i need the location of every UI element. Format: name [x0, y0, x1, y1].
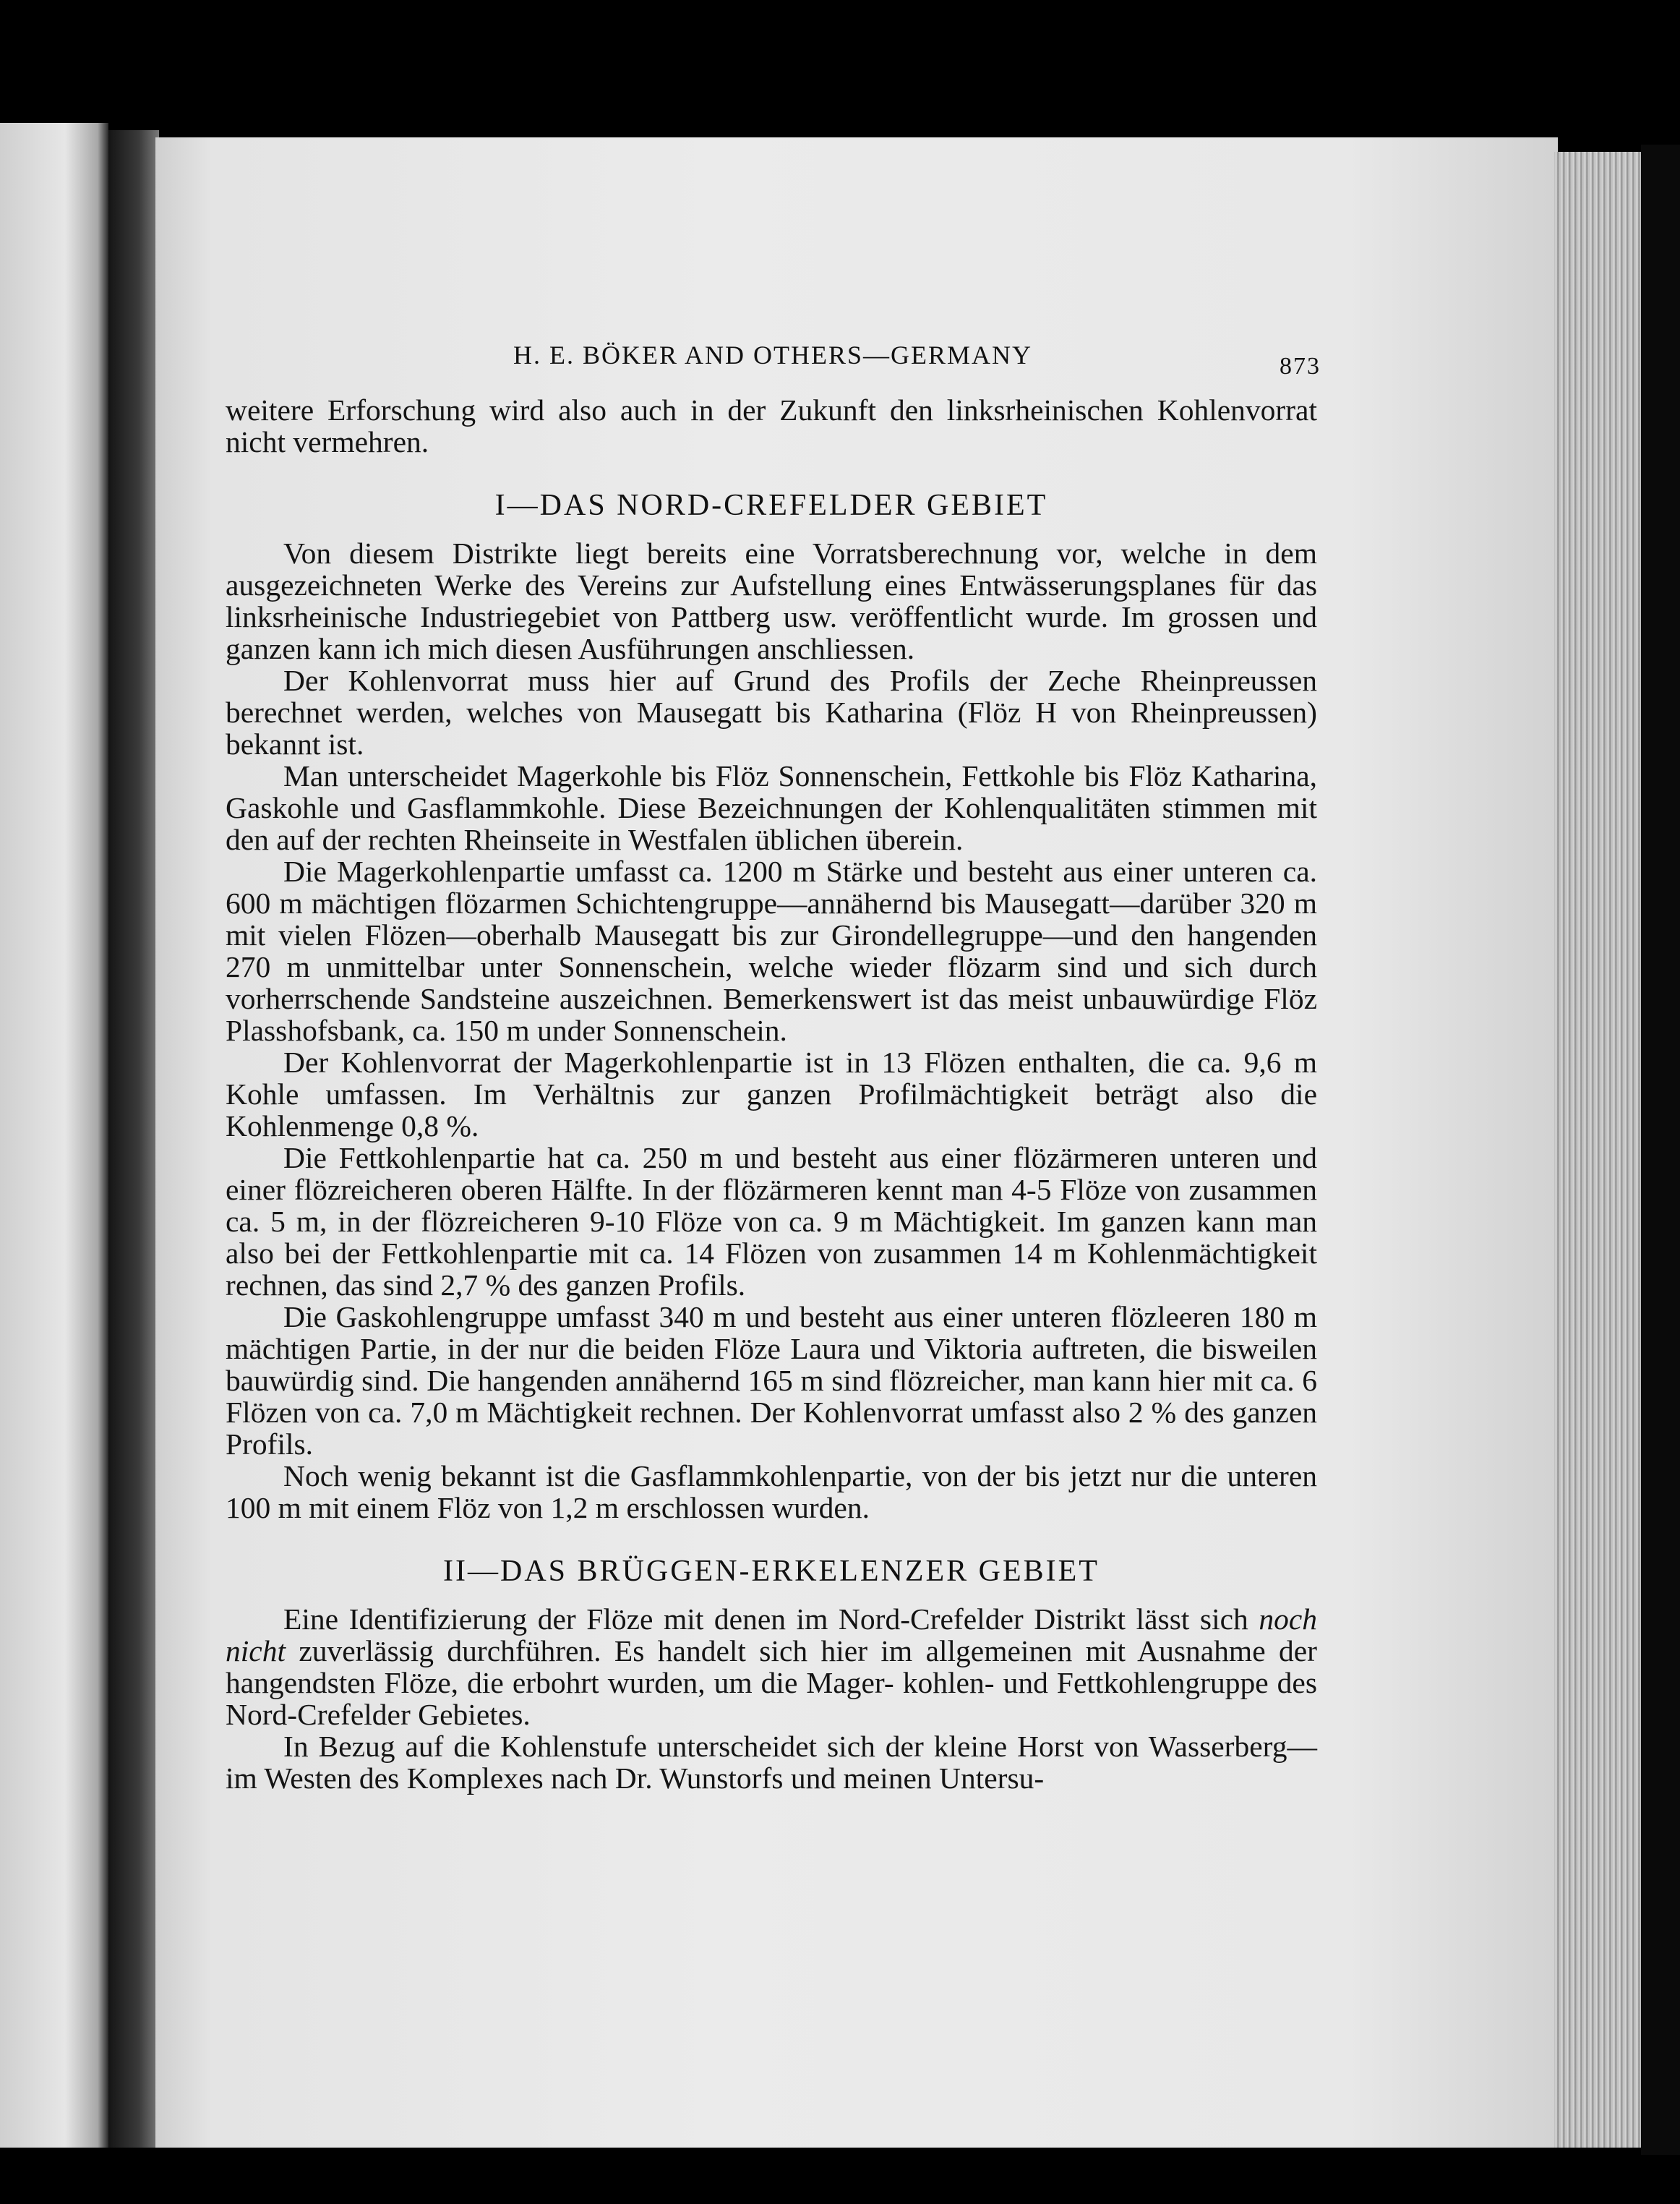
paragraph: Von diesem Distrikte liegt bereits eine Vorratsberechnung vor, welche in dem ausgezeichneten Werke des Vereins zur Aufstellung eines Entwässerungsplanes für das linksrheinische Industriegebiet von Pattberg usw. veröffentlicht wurde. Im grossen und ganzen kann ich mich diesen Ausführungen anschliessen.: [226, 537, 1317, 665]
paragraph-continuation: weitere Erforschung wird also auch in der Zukunft den linksrheinischen Kohlenvorrat nicht vermehren.: [226, 393, 1317, 458]
paragraph: Der Kohlenvorrat der Magerkohlenpartie ist in 13 Flözen enthalten, die ca. 9,6 m Kohle umfassen. Im Verhältnis zur ganzen Profilmächtigkeit beträgt also die Kohlenmenge 0,8 %.: [226, 1046, 1317, 1142]
page-body: [226, 394, 1317, 1794]
section-heading-1: I—DAS NORD-CREFELDER GEBIET: [494, 489, 1048, 522]
italic-text: noch nicht: [226, 1602, 1317, 1667]
paragraph: Noch wenig bekannt ist die Gasflammkohlenpartie, von der bis jetzt nur die unteren 100 m mit einem Flöz von 1,2 m erschlossen wurden.: [226, 1459, 1317, 1524]
paragraph: Die Fettkohlenpartie hat ca. 250 m und besteht aus einer flözärmeren unteren und einer flözreicheren oberen Hälfte. In der flözärmeren kennt man 4-5 Flöze von zusammen ca. 5 m, in der flözreicheren 9-10 Flöze von ca. 9 m Mächtigkeit. Im ganzen kann man also bei der Fettkohlenpartie mit ca. 14 Flözen von zusammen 14 m Kohlenmächtigkeit rechnen, das sind 2,7 % des ganzen Profils.: [226, 1141, 1317, 1302]
page-number: 873: [1280, 353, 1321, 380]
page-fore-edge: [1554, 152, 1641, 2148]
section-heading-2: II—DAS BRÜGGEN-ERKELENZER GEBIET: [443, 1555, 1100, 1588]
running-head: H. E. BÖKER AND OTHERS—GERMANY: [513, 341, 1033, 370]
text-run: zuverlässig durchführen. Es handelt sich hier im allgemeinen mit Ausnahme der hangendsten Flöze, die erbohrt wurden, um die Mager- kohlen- und Fettkohlengruppe des Nord-Crefelder Gebietes.: [226, 1634, 1317, 1731]
paragraph: Die Gaskohlengruppe umfasst 340 m und besteht aus einer unteren flözleeren 180 m mächtigen Partie, in der nur die beiden Flöze Laura und Viktoria auftreten, die bisweilen bauwürdig sind. Die hangenden annähernd 165 m sind flözreicher, man kann hier mit ca. 6 Flözen von ca. 7,0 m Mächtigkeit rechnen. Der Kohlenvorrat umfasst also 2 % des ganzen Profils.: [226, 1300, 1317, 1461]
book-gutter: [108, 130, 159, 2148]
paragraph: Die Magerkohlenpartie umfasst ca. 1200 m Stärke und besteht aus einer unteren ca. 600 m mächtigen flözarmen Schichtengruppe—annähernd bis Mausegatt—darüber 320 m mit vielen Flözen—oberhalb Mausegatt bis zur Girondellegruppe—und den hangenden 270 m unmittelbar unter Sonnenschein, welche wieder flözarm sind und sich durch vorherrschende Sandsteine auszeichnen. Bemerkenswert ist das meist unbauwürdige Flöz Plasshofsbank, ca. 150 m under Sonnenschein.: [226, 855, 1317, 1047]
paragraph: Der Kohlenvorrat muss hier auf Grund des Profils der Zeche Rheinpreussen berechnet werden, welches von Mausegatt bis Katharina (Flöz H von Rheinpreussen) bekannt ist.: [226, 664, 1317, 761]
paragraph: Man unterscheidet Magerkohle bis Flöz Sonnenschein, Fettkohle bis Flöz Katharina, Gaskohle und Gasflammkohle. Diese Bezeichnungen der Kohlenqualitäten stimmen mit den auf der rechten Rheinseite in Westfalen üblichen überein.: [226, 759, 1317, 856]
facing-page-edge: [0, 123, 108, 2148]
paragraph: [226, 1603, 1317, 1730]
text-run: Eine Identifizierung der Flöze mit denen im Nord-Crefelder Distrikt lässt sich: [283, 1602, 1259, 1636]
scan-border: [1641, 145, 1680, 2155]
paragraph: In Bezug auf die Kohlenstufe unterscheidet sich der kleine Horst von Wasserberg—im Westen des Komplexes nach Dr. Wunstorfs und meinen Untersu-: [226, 1730, 1317, 1795]
